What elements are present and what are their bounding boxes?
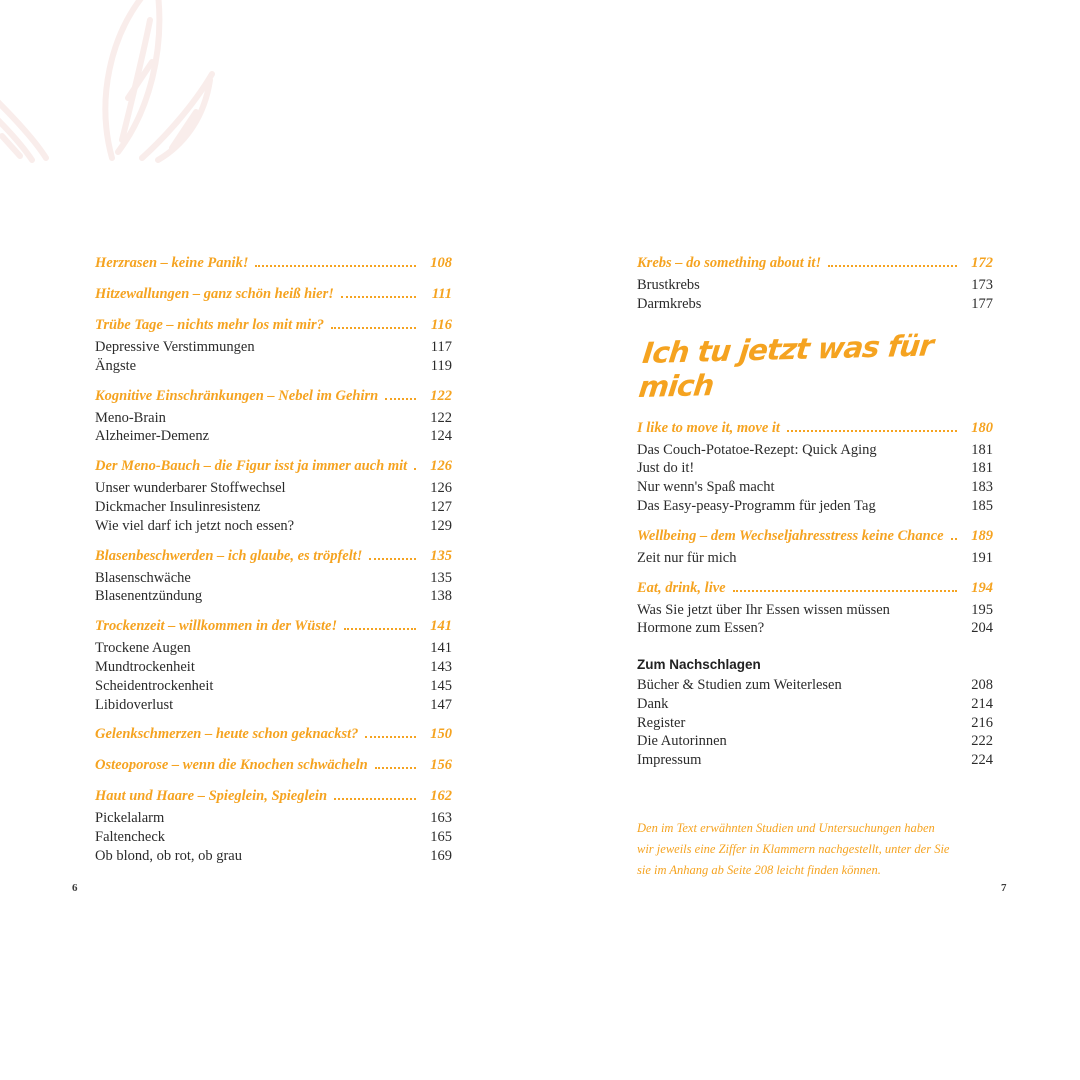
footnote-line: wir jeweils eine Ziffer in Klammern nachgestellt, unter der Sie (637, 841, 950, 856)
toc-entry-label: Zeit nur für mich (637, 549, 737, 566)
reference-list (637, 676, 993, 770)
dotted-leader (787, 430, 957, 432)
toc-entry (95, 755, 452, 776)
toc-entry (95, 479, 452, 498)
toc-entry-page: 194 (971, 579, 993, 596)
dotted-leader (331, 327, 416, 329)
toc-entry (95, 284, 452, 305)
dotted-leader (828, 265, 957, 267)
toc-entry-label: Blasenschwäche (95, 569, 191, 586)
toc-entry-page: 119 (430, 357, 452, 374)
toc-entry-label: Pickelalarm (95, 810, 165, 827)
toc-entry-label: I like to move it, move it (637, 419, 780, 436)
toc-entry-label: Das Easy-peasy-Programm für jeden Tag (637, 497, 876, 514)
toc-entry-page: 145 (430, 677, 452, 694)
toc-entry (95, 847, 452, 866)
toc-entry (95, 253, 452, 274)
toc-left-column (95, 253, 452, 866)
toc-entry-page: 183 (971, 479, 993, 496)
toc-entry-label: Brustkrebs (637, 277, 700, 293)
toc-entry-label: Meno-Brain (95, 409, 166, 426)
dotted-leader (951, 538, 957, 540)
toc-entry-label: Faltencheck (95, 829, 166, 846)
toc-entry-page: 222 (971, 733, 993, 750)
toc-entry-page: 181 (971, 460, 993, 477)
toc-entry-page: 150 (430, 726, 452, 743)
toc-entry-page: 169 (430, 847, 452, 864)
toc-right-top (637, 253, 993, 314)
studies-footnote (637, 818, 993, 881)
toc-entry-page: 214 (971, 695, 993, 712)
toc-entry-page: 181 (971, 441, 993, 458)
toc-entry-label: Osteoporose – wenn die Knochen schwächeln (95, 757, 368, 774)
toc-entry-page: 143 (430, 658, 452, 675)
toc-entry-page: 108 (430, 255, 452, 271)
toc-entry-page: 124 (430, 428, 452, 445)
toc-entry-label: Just do it! (637, 460, 695, 477)
toc-entry-label: Herzrasen – keine Panik! (95, 255, 249, 271)
toc-entry-label: Dank (637, 695, 669, 712)
toc-entry-label: Was Sie jetzt über Ihr Essen wissen müssen (637, 601, 890, 618)
toc-entry-page: 138 (430, 588, 452, 605)
toc-entry-page: 216 (971, 714, 993, 731)
folio-right: 7 (1001, 882, 1007, 894)
toc-entry (95, 828, 452, 847)
toc-entry (95, 427, 452, 446)
toc-entry (637, 619, 993, 638)
toc-right-column (637, 253, 993, 881)
toc-entry-page: 135 (430, 569, 452, 586)
toc-entry-page: 191 (971, 549, 993, 566)
toc-entry-page: 224 (971, 752, 993, 769)
toc-entry-page: 204 (971, 620, 993, 637)
toc-entry-label: Das Couch-Potatoe-Rezept: Quick Aging (637, 441, 877, 458)
toc-entry (95, 809, 452, 828)
dotted-leader (255, 265, 416, 267)
toc-entry-label: Trockene Augen (95, 640, 191, 657)
toc-entry-page: 208 (971, 676, 993, 693)
dotted-leader (385, 398, 416, 400)
toc-entry-page: 163 (430, 810, 452, 827)
toc-entry-page: 162 (430, 788, 452, 805)
toc-entry (95, 639, 452, 658)
toc-entry (95, 616, 452, 637)
toc-entry-label: Blasenentzündung (95, 588, 203, 605)
toc-entry-label: Register (637, 714, 686, 731)
leaf-decoration (0, 0, 260, 200)
toc-entry (95, 658, 452, 677)
toc-entry-page: 180 (971, 419, 993, 436)
toc-entry (637, 418, 993, 439)
toc-entry-page: 126 (430, 480, 452, 497)
toc-entry (637, 526, 993, 547)
toc-entry (95, 409, 452, 428)
toc-entry (637, 601, 993, 620)
reference-heading: Zum Nachschlagen (637, 657, 761, 673)
toc-entry-page: 147 (430, 696, 452, 713)
footnote-line: Den im Text erwähnten Studien und Untersuchungen haben (637, 820, 935, 835)
toc-entry-label: Libidoverlust (95, 696, 174, 713)
toc-entry-page: 111 (431, 286, 452, 302)
toc-entry-label: Impressum (637, 752, 702, 769)
toc-entry (637, 714, 993, 733)
toc-entry-label: Haut und Haare – Spieglein, Spieglein (95, 788, 328, 805)
toc-entry-page: 122 (430, 387, 452, 404)
toc-entry (95, 338, 452, 357)
toc-entry (637, 751, 993, 770)
toc-entry (637, 441, 993, 460)
toc-entry-label: Gelenkschmerzen – heute schon geknackst? (95, 726, 359, 743)
toc-entry-page: 117 (430, 339, 452, 355)
toc-entry-label: Unser wunderbarer Stoffwechsel (95, 480, 286, 497)
toc-entry (95, 724, 452, 745)
toc-entry-page: 127 (430, 498, 452, 515)
toc-entry-label: Darmkrebs (637, 295, 702, 312)
toc-entry (95, 517, 452, 536)
toc-entry (95, 357, 452, 376)
reference-section (637, 656, 993, 770)
toc-entry-page: 135 (430, 547, 452, 564)
toc-entry (95, 696, 452, 715)
toc-entry (637, 676, 993, 695)
toc-entry (95, 677, 452, 696)
chapter-script-heading: Ich tu jetzt was für mich (637, 328, 935, 404)
toc-entry (95, 498, 452, 517)
toc-entry-label: Mundtrockenheit (95, 658, 195, 675)
dotted-leader (341, 296, 416, 298)
toc-entry-label: Trübe Tage – nichts mehr los mit mir? (95, 317, 324, 333)
toc-entry (637, 695, 993, 714)
toc-entry-page: 156 (430, 757, 452, 774)
toc-right-main (637, 418, 993, 639)
toc-entry-label: Hormone zum Essen? (637, 620, 765, 637)
toc-entry-page: 195 (971, 601, 993, 618)
toc-entry (637, 459, 993, 478)
toc-entry (637, 253, 993, 274)
toc-entry (95, 386, 452, 407)
toc-entry-page: 126 (430, 458, 452, 475)
dotted-leader (414, 468, 416, 470)
toc-entry-label: Trockenzeit – willkommen in der Wüste! (95, 618, 338, 635)
toc-entry (637, 732, 993, 751)
toc-entry-label: Wellbeing – dem Wechseljahresstress keine Chance (637, 527, 944, 544)
dotted-leader (375, 767, 416, 769)
toc-entry-page: 177 (971, 295, 993, 312)
toc-entry-label: Der Meno-Bauch – die Figur isst ja immer auch mit (95, 458, 408, 475)
toc-entry-page: 129 (430, 517, 452, 534)
toc-entry-page: 116 (431, 317, 452, 333)
toc-entry-label: Depressive Verstimmungen (95, 339, 255, 355)
toc-entry-page: 172 (971, 255, 993, 271)
footnote-line: sie im Anhang ab Seite 208 leicht finden können. (637, 862, 881, 877)
toc-entry (637, 497, 993, 516)
toc-entry-label: Alzheimer-Demenz (95, 428, 210, 445)
toc-entry (637, 549, 993, 568)
toc-entry-label: Scheidentrockenheit (95, 677, 214, 694)
toc-entry-page: 189 (971, 527, 993, 544)
toc-entry-page: 141 (430, 640, 452, 657)
toc-entry-label: Eat, drink, live (637, 579, 726, 596)
toc-entry-label: Hitzewallungen – ganz schön heiß hier! (95, 286, 334, 302)
dotted-leader (369, 558, 416, 560)
toc-entry (95, 456, 452, 477)
folio-left: 6 (72, 882, 78, 894)
toc-entry-label: Dickmacher Insulinresistenz (95, 498, 261, 515)
toc-entry-page: 141 (430, 618, 452, 635)
toc-entry-page: 165 (430, 829, 452, 846)
toc-entry-label: Die Autorinnen (637, 733, 727, 750)
toc-entry (95, 315, 452, 336)
toc-entry (95, 546, 452, 567)
toc-entry (637, 276, 993, 295)
dotted-leader (733, 590, 957, 592)
toc-entry (637, 578, 993, 599)
toc-entry (95, 569, 452, 588)
toc-entry-label: Nur wenn's Spaß macht (637, 479, 775, 496)
toc-entry-page: 173 (971, 277, 993, 293)
toc-entry-label: Ängste (95, 357, 137, 374)
toc-entry (95, 587, 452, 606)
toc-entry-label: Krebs – do something about it! (637, 255, 822, 271)
toc-entry (637, 478, 993, 497)
dotted-leader (334, 798, 416, 800)
toc-entry-label: Kognitive Einschränkungen – Nebel im Gehirn (95, 387, 379, 404)
dotted-leader (344, 628, 416, 630)
toc-entry (95, 786, 452, 807)
dotted-leader (365, 736, 416, 738)
toc-entry (637, 295, 993, 314)
toc-entry-page: 185 (971, 497, 993, 514)
toc-entry-label: Ob blond, ob rot, ob grau (95, 847, 242, 864)
toc-entry-page: 122 (430, 409, 452, 426)
toc-entry-label: Blasenbeschwerden – ich glaube, es tröpfelt! (95, 547, 363, 564)
toc-entry-label: Bücher & Studien zum Weiterlesen (637, 676, 842, 693)
toc-entry-label: Wie viel darf ich jetzt noch essen? (95, 517, 295, 534)
